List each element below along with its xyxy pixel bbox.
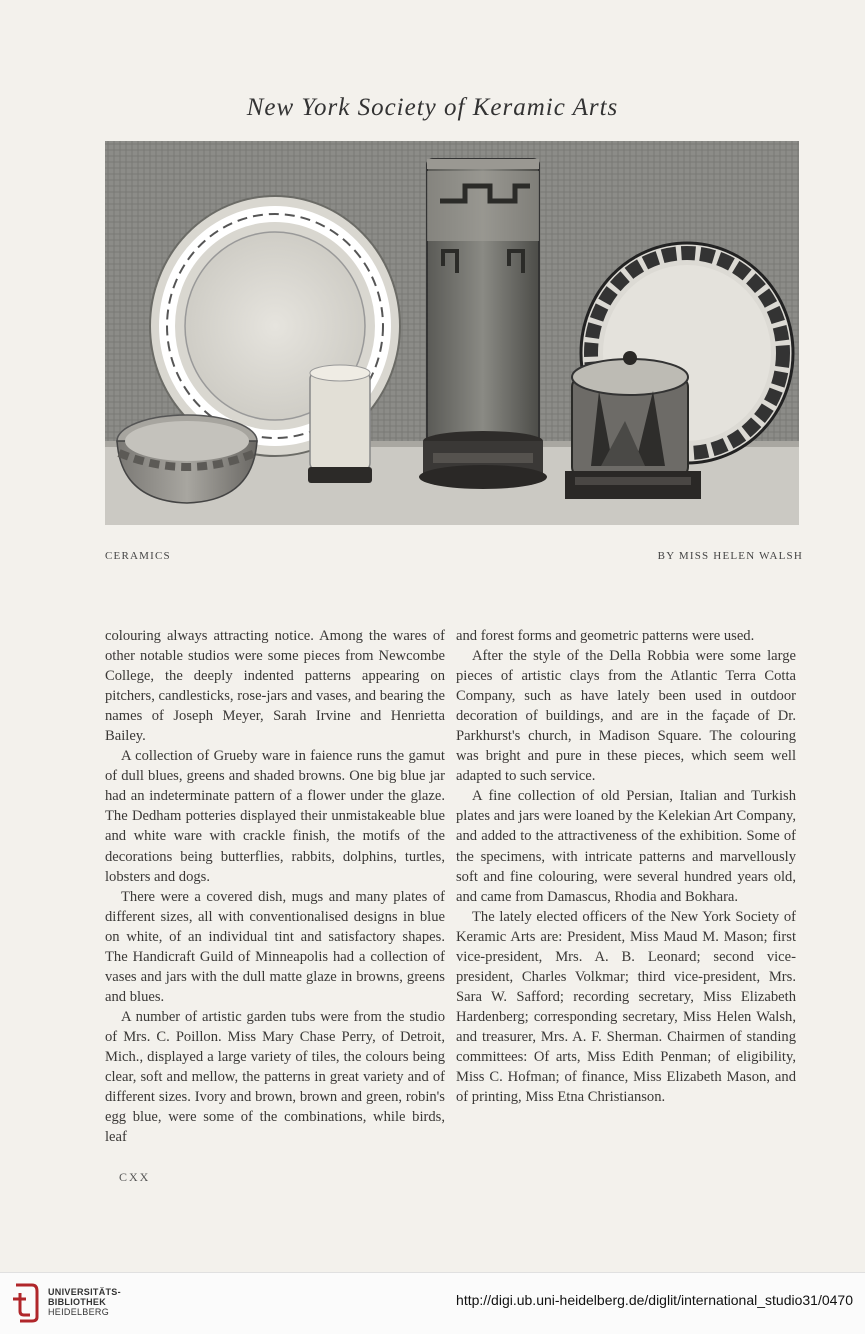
paragraph: colouring always attracting notice. Among the wares of other notable studios were some pieces from Newcombe College, the deeply indented patterns appearing on pitchers, candlesticks, rose-jars and vases, and bearing the names of Joseph Meyer, Sarah Irvine and Henrietta Bailey. [105, 628, 445, 745]
paragraph: After the style of the Della Robbia were some large pieces of artistic clays from the Atlantic Terra Cotta Company, such as have lately been used in outdoor decoration of buildings, and are in the façade of Dr. Parkhurst's church, in Madison Square. The colouring was bright and pure in these pieces, which seem well adapted to such service. [456, 648, 796, 785]
permalink-url[interactable]: http://digi.ub.uni-heidelberg.de/diglit/international_studio31/0470 [456, 1292, 853, 1308]
ub-heidelberg-logo-icon[interactable] [10, 1281, 40, 1325]
digitization-footer [0, 1272, 865, 1334]
library-line-3: HEIDELBERG [48, 1307, 110, 1317]
paragraph: A collection of Grueby ware in faience runs the gamut of dull blues, greens and shaded browns. One big blue jar had an indeterminate pattern of a flower under the glaze. The Dedham potteries displayed their unmistakeable blue and white ware with crackle finish, the motifs of the decorations being butterflies, rabbits, dolphins, turtles, lobsters and dogs. [105, 748, 445, 885]
paragraph: and forest forms and geometric patterns were used. [456, 628, 755, 644]
left-text-column [105, 626, 445, 1147]
figure-caption-left: CERAMICS [105, 550, 171, 562]
library-name [48, 1287, 121, 1317]
running-header: New York Society of Keramic Arts [246, 94, 619, 121]
figure-caption-right: BY MISS HELEN WALSH [657, 550, 803, 562]
paragraph: A fine collection of old Persian, Italian and Turkish plates and jars were loaned by the Kelekian Art Company, and added to the attractiveness of the exhibition. Some of the specimens, with intricate patterns and marvellously soft and fine colouring, were several hundred years old, and came from Damascus, Rhodia and Bokhara. [456, 788, 796, 905]
page-number: CXX [119, 1170, 151, 1184]
paragraph: There were a covered dish, mugs and many plates of different sizes, all with conventionalised designs in blue on white, of an individual tint and satisfactory shapes. The Handicraft Guild of Minneapolis had a collection of vases and jars with the dull matte glaze in browns, greens and blues. [105, 888, 445, 1005]
right-text-column [456, 626, 796, 1107]
library-line-1: UNIVERSITÄTS- [48, 1287, 121, 1297]
library-line-2: BIBLIOTHEK [48, 1297, 106, 1307]
paragraph: A number of artistic garden tubs were from the studio of Mrs. C. Poillon. Miss Mary Chase Perry, of Detroit, Mich., displayed a large variety of tiles, the colours being clear, soft and mellow, the patterns in great variety and of different sizes. Ivory and brown, brown and green, robin's egg blue, were some of the combinations, while birds, leaf [105, 1008, 445, 1146]
ceramics-photograph [105, 141, 799, 525]
paragraph: The lately elected officers of the New York Society of Keramic Arts are: President, Miss Maud M. Mason; first vice-president, Mrs. A. B. Leonard; second vice-president, Charles Volkmar; third vice-president, Mrs. Sara W. Safford; recording secretary, Miss Elizabeth Hardenberg; corresponding secretary, Miss Helen Walsh, and treasurer, Mrs. A. F. Sherman. Chairmen of standing committees: Of arts, Miss Edith Penman; of eligibility, Miss C. Hofman; of finance, Miss Elizabeth Mason, and of printing, Miss Etna Christianson. [456, 908, 796, 1106]
